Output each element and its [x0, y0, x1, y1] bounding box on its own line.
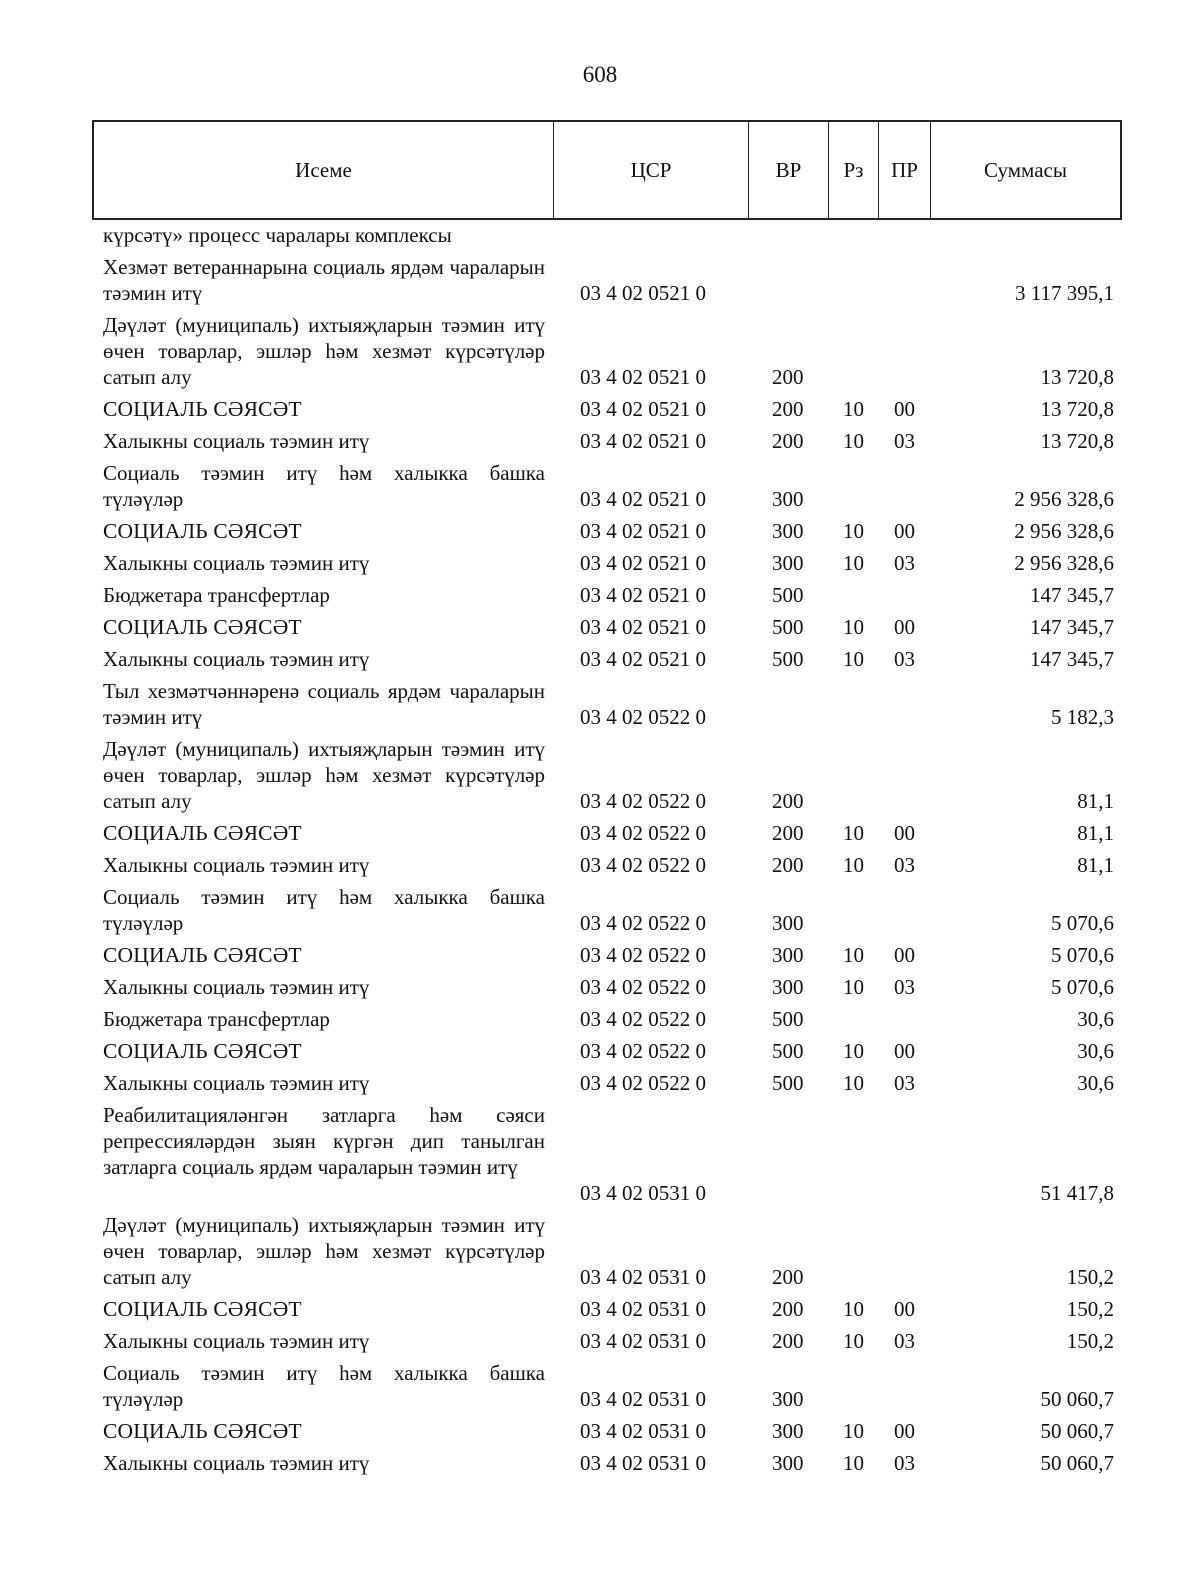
table-header	[92, 120, 1122, 220]
row-name: Халыкны социаль тәэмин итү	[103, 551, 370, 575]
row-sum: 81,1	[1077, 853, 1114, 877]
row-name: Хезмәт ветераннарына социаль ярдәм чараларын тәэмин итү	[103, 255, 545, 305]
row-vr: 300	[772, 1419, 804, 1443]
row-sum: 150,2	[1066, 1265, 1114, 1289]
table-row	[0, 820, 1200, 852]
row-csr: 03 4 02 0531 0	[580, 1329, 706, 1353]
row-name: СОЦИАЛЬ СӘЯСӘТ	[103, 1419, 302, 1443]
row-sum: 2 956 328,6	[1014, 487, 1114, 511]
row-rz: 10	[843, 1419, 864, 1443]
row-sum: 30,6	[1077, 1071, 1114, 1095]
row-rz: 10	[843, 1451, 864, 1475]
table-row	[0, 614, 1200, 646]
table-row	[0, 646, 1200, 678]
row-csr: 03 4 02 0521 0	[580, 647, 706, 671]
row-pr: 00	[894, 1297, 915, 1321]
table-row	[0, 942, 1200, 974]
row-sum: 13 720,8	[1040, 365, 1114, 389]
row-name: СОЦИАЛЬ СӘЯСӘТ	[103, 397, 302, 421]
row-rz: 10	[843, 519, 864, 543]
row-csr: 03 4 02 0521 0	[580, 615, 706, 639]
row-rz: 10	[843, 551, 864, 575]
row-name: Бюджетара трансфертлар	[103, 583, 330, 607]
table-row	[0, 396, 1200, 428]
row-pr: 00	[894, 821, 915, 845]
row-name: Халыкны социаль тәэмин итү	[103, 429, 370, 453]
row-vr: 200	[772, 821, 804, 845]
table-row	[0, 518, 1200, 550]
row-rz: 10	[843, 975, 864, 999]
row-csr: 03 4 02 0521 0	[580, 583, 706, 607]
row-name: Реабилитацияләнгән затларга һәм сәяси репрессияләрдән зыян күргән дип танылган затларга социаль ярдәм чараларын тәэмин итү	[103, 1103, 545, 1179]
row-csr: 03 4 02 0531 0	[580, 1419, 706, 1443]
row-name: Дәүләт (муниципаль) ихтыяҗларын тәэмин итү өчен товарлар, эшләр һәм хезмәт күрсәтүләр сатып алу	[103, 737, 545, 813]
row-csr: 03 4 02 0522 0	[580, 1007, 706, 1031]
row-sum: 150,2	[1066, 1297, 1114, 1321]
row-sum: 5 070,6	[1051, 943, 1114, 967]
row-csr: 03 4 02 0521 0	[580, 397, 706, 421]
row-vr: 300	[772, 975, 804, 999]
row-csr: 03 4 02 0521 0	[580, 365, 706, 389]
table-row	[0, 1296, 1200, 1328]
row-csr: 03 4 02 0522 0	[580, 975, 706, 999]
row-csr: 03 4 02 0522 0	[580, 1071, 706, 1095]
row-name: Социаль тәэмин итү һәм халыкка башка түләүләр	[103, 1361, 545, 1411]
row-sum: 30,6	[1077, 1007, 1114, 1031]
row-csr: 03 4 02 0531 0	[580, 1181, 706, 1205]
row-vr: 500	[772, 647, 804, 671]
row-sum: 81,1	[1077, 821, 1114, 845]
row-name: СОЦИАЛЬ СӘЯСӘТ	[103, 943, 302, 967]
row-name: Бюджетара трансфертлар	[103, 1007, 330, 1031]
table-row	[0, 1360, 1200, 1418]
table-row	[0, 1212, 1200, 1296]
row-rz: 10	[843, 615, 864, 639]
row-name: СОЦИАЛЬ СӘЯСӘТ	[103, 519, 302, 543]
row-name: Халыкны социаль тәэмин итү	[103, 975, 370, 999]
row-name: Тыл хезмәтчәннәренә социаль ярдәм чараларын тәэмин итү	[103, 679, 545, 729]
row-pr: 00	[894, 943, 915, 967]
row-sum: 50 060,7	[1040, 1387, 1114, 1411]
row-vr: 200	[772, 1297, 804, 1321]
row-vr: 200	[772, 397, 804, 421]
row-name: Социаль тәэмин итү һәм халыкка башка түләүләр	[103, 885, 545, 935]
row-sum: 5 070,6	[1051, 911, 1114, 935]
row-csr: 03 4 02 0521 0	[580, 429, 706, 453]
row-csr: 03 4 02 0531 0	[580, 1297, 706, 1321]
table-row	[0, 678, 1200, 736]
row-pr: 03	[894, 647, 915, 671]
row-name: Дәүләт (муниципаль) ихтыяҗларын тәэмин итү өчен товарлар, эшләр һәм хезмәт күрсәтүләр сатып алу	[103, 313, 545, 389]
row-name: СОЦИАЛЬ СӘЯСӘТ	[103, 1297, 302, 1321]
table-row	[0, 1070, 1200, 1102]
row-csr: 03 4 02 0522 0	[580, 705, 706, 729]
table-row	[0, 254, 1200, 312]
row-name: Халыкны социаль тәэмин итү	[103, 1451, 370, 1475]
row-name: Социаль тәэмин итү һәм халыкка башка түләүләр	[103, 461, 545, 511]
row-vr: 300	[772, 911, 804, 935]
row-vr: 200	[772, 429, 804, 453]
row-rz: 10	[843, 1297, 864, 1321]
row-name: Халыкны социаль тәэмин итү	[103, 647, 370, 671]
row-pr: 00	[894, 519, 915, 543]
row-sum: 5 182,3	[1051, 705, 1114, 729]
row-rz: 10	[843, 429, 864, 453]
row-csr: 03 4 02 0522 0	[580, 853, 706, 877]
row-rz: 10	[843, 1071, 864, 1095]
row-sum: 147 345,7	[1030, 615, 1114, 639]
row-csr: 03 4 02 0522 0	[580, 911, 706, 935]
row-sum: 147 345,7	[1030, 583, 1114, 607]
row-pr: 03	[894, 1451, 915, 1475]
table-row	[0, 1102, 1200, 1212]
table-row	[0, 884, 1200, 942]
row-vr: 500	[772, 615, 804, 639]
row-rz: 10	[843, 943, 864, 967]
row-rz: 10	[843, 1329, 864, 1353]
row-name: Халыкны социаль тәэмин итү	[103, 1071, 370, 1095]
row-rz: 10	[843, 397, 864, 421]
row-pr: 03	[894, 429, 915, 453]
row-name: СОЦИАЛЬ СӘЯСӘТ	[103, 1039, 302, 1063]
column-header-pr: ПР	[879, 122, 931, 218]
row-vr: 500	[772, 583, 804, 607]
row-name: СОЦИАЛЬ СӘЯСӘТ	[103, 821, 302, 845]
row-sum: 2 956 328,6	[1014, 551, 1114, 575]
row-vr: 200	[772, 1329, 804, 1353]
table-row	[0, 582, 1200, 614]
row-pr: 03	[894, 853, 915, 877]
page-number: 608	[582, 62, 618, 87]
table-row	[0, 1418, 1200, 1450]
row-vr: 200	[772, 853, 804, 877]
row-pr: 00	[894, 397, 915, 421]
column-header-sum: Суммасы	[984, 157, 1067, 182]
row-rz: 10	[843, 1039, 864, 1063]
table-row	[0, 428, 1200, 460]
row-pr: 00	[894, 615, 915, 639]
row-name: Халыкны социаль тәэмин итү	[103, 853, 370, 877]
row-vr: 200	[772, 365, 804, 389]
table-row	[0, 312, 1200, 396]
table-row	[0, 222, 1200, 254]
row-vr: 300	[772, 1451, 804, 1475]
column-header-name: Исеме	[94, 122, 554, 218]
row-pr: 00	[894, 1419, 915, 1443]
row-name: Халыкны социаль тәэмин итү	[103, 1329, 370, 1353]
row-sum: 50 060,7	[1040, 1419, 1114, 1443]
row-csr: 03 4 02 0522 0	[580, 943, 706, 967]
row-vr: 300	[772, 1387, 804, 1411]
column-header-csr: ЦСР	[554, 122, 749, 218]
row-csr: 03 4 02 0522 0	[580, 1039, 706, 1063]
row-rz: 10	[843, 647, 864, 671]
row-vr: 300	[772, 551, 804, 575]
row-sum: 51 417,8	[1040, 1181, 1114, 1205]
row-sum: 147 345,7	[1030, 647, 1114, 671]
row-sum: 81,1	[1077, 789, 1114, 813]
row-sum: 30,6	[1077, 1039, 1114, 1063]
row-vr: 300	[772, 487, 804, 511]
table-row	[0, 1038, 1200, 1070]
table-row	[0, 974, 1200, 1006]
column-header-vr: ВР	[749, 122, 829, 218]
row-csr: 03 4 02 0521 0	[580, 551, 706, 575]
row-pr: 03	[894, 975, 915, 999]
row-pr: 03	[894, 1329, 915, 1353]
row-sum: 50 060,7	[1040, 1451, 1114, 1475]
row-csr: 03 4 02 0522 0	[580, 821, 706, 845]
row-csr: 03 4 02 0521 0	[580, 519, 706, 543]
table-row	[0, 1328, 1200, 1360]
row-csr: 03 4 02 0521 0	[580, 487, 706, 511]
row-csr: 03 4 02 0531 0	[580, 1387, 706, 1411]
row-sum: 13 720,8	[1040, 429, 1114, 453]
row-rz: 10	[843, 821, 864, 845]
row-sum: 13 720,8	[1040, 397, 1114, 421]
row-vr: 200	[772, 1265, 804, 1289]
row-sum: 2 956 328,6	[1014, 519, 1114, 543]
row-vr: 500	[772, 1039, 804, 1063]
row-rz: 10	[843, 853, 864, 877]
row-vr: 200	[772, 789, 804, 813]
row-csr: 03 4 02 0521 0	[580, 281, 706, 305]
row-name: күрсәтү» процесс чаралары комплексы	[103, 223, 452, 247]
row-pr: 03	[894, 1071, 915, 1095]
table-body	[0, 222, 1200, 1482]
row-name: СОЦИАЛЬ СӘЯСӘТ	[103, 615, 302, 639]
row-pr: 03	[894, 551, 915, 575]
row-pr: 00	[894, 1039, 915, 1063]
table-row	[0, 1450, 1200, 1482]
table-row	[0, 460, 1200, 518]
table-row	[0, 736, 1200, 820]
row-csr: 03 4 02 0531 0	[580, 1265, 706, 1289]
row-vr: 300	[772, 943, 804, 967]
row-name: Дәүләт (муниципаль) ихтыяҗларын тәэмин итү өчен товарлар, эшләр һәм хезмәт күрсәтүләр сатып алу	[103, 1213, 545, 1289]
row-vr: 300	[772, 519, 804, 543]
row-vr: 500	[772, 1071, 804, 1095]
row-vr: 500	[772, 1007, 804, 1031]
row-csr: 03 4 02 0522 0	[580, 789, 706, 813]
row-sum: 5 070,6	[1051, 975, 1114, 999]
row-sum: 150,2	[1066, 1329, 1114, 1353]
table-row	[0, 1006, 1200, 1038]
row-csr: 03 4 02 0531 0	[580, 1451, 706, 1475]
column-header-rz: Рз	[829, 122, 879, 218]
table-row	[0, 852, 1200, 884]
row-sum: 3 117 395,1	[1015, 281, 1114, 305]
table-row	[0, 550, 1200, 582]
